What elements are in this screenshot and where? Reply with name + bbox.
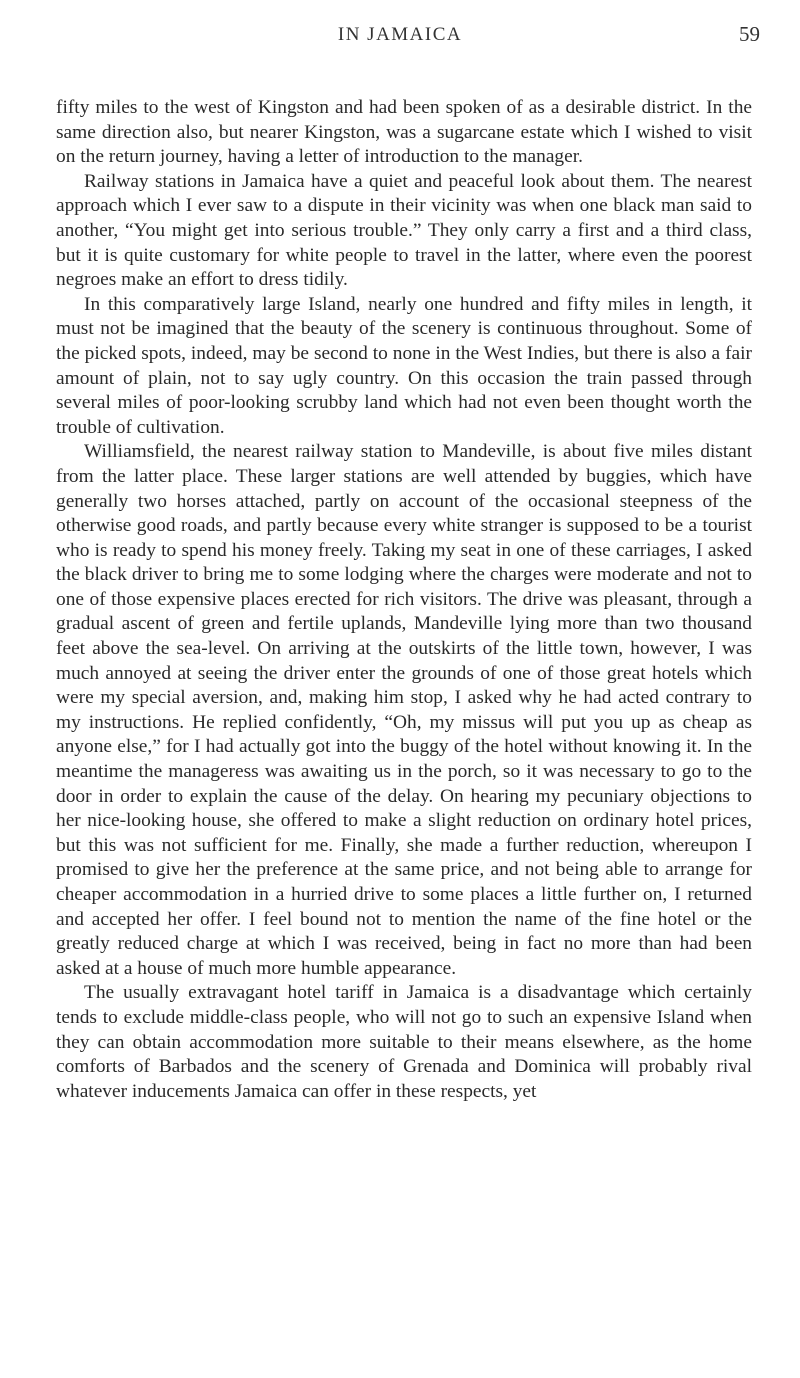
running-header: IN JAMAICA [337, 24, 463, 45]
body-text [56, 96, 752, 1104]
paragraph-hotel-tariff: The usually extravagant hotel tariff in Jamaica is a disadvantage which certainly tends to exclude middle-class people, who will not go to such an expensive Island when they can obtain accommodation more suitable to their means elsewhere, as the home comforts of Barbados and the scenery of Grenada and Dominica will probably rival whatever inducements Jamaica can offer in these respects, yet [56, 982, 752, 1102]
page-number: 59 [739, 22, 760, 46]
paragraph-continued: fifty miles to the west of Kingston and had been spoken of as a desirable district. In the same direction also, but nearer Kingston, was a sugarcane estate which I wished to visit on the return journey, having a letter of introduction to the manager. [56, 97, 752, 168]
paragraph-railway-stations: Railway stations in Jamaica have a quiet and peaceful look about them. The nearest approach which I ever saw to a dispute in their vicinity was when one black man said to another, “You might get into serious trouble.” They only carry a first and a third class, but it is quite customary for white people to travel in the latter, where even the poorest negroes make an effort to dress tidily. [56, 170, 752, 291]
paragraph-williamsfield: Williamsfield, the nearest railway station to Mandeville, is about five miles distant from the latter place. These larger stations are well attended by buggies, which have generally two horses attached, partly on account of the occasional steepness of the otherwise good roads, and partly because every white stranger is supposed to be a tourist who is ready to spend his money freely. Taking my seat in one of these carriages, I asked the black driver to bring me to some lodging where the charges were moderate and not to one of those expensive places erected for rich visitors. The drive was pleasant, through a gradual ascent of green and fertile uplands, Mandeville lying more than two thousand feet above the sea-level. On arriving at the outskirts of the little town, however, I was much annoyed at seeing the driver enter the grounds of one of those great hotels which were my special aversion, and, making him stop, I asked why he had acted contrary to my instructions. He replied confidently, “Oh, my missus will put you up as cheap as anyone else,” for I had actually got into the buggy of the hotel without knowing it. In the meantime the manageress was awaiting us in the porch, so it was necessary to go to the door in order to explain the cause of the delay. On hearing my pecuniary objections to her nice-looking house, she offered to make a slight reduction on ordinary hotel prices, but this was not sufficient for me. Finally, she made a further reduction, whereupon I promised to give her the preference at the same price, and not being able to arrange for cheaper accommodation in a hurried drive to some places a little further on, I returned and accepted her offer. I feel bound not to mention the name of the fine hotel or the greatly reduced charge at which I was received, being in fact no more than had been asked at a house of much more humble appearance. [56, 441, 752, 979]
paragraph-island-scenery: In this comparatively large Island, nearly one hundred and fifty miles in length, it must not be imagined that the beauty of the scenery is continuous throughout. Some of the picked spots, indeed, may be second to none in the West Indies, but there is also a fair amount of plain, not to say ugly country. On this occasion the train passed through several miles of poor-looking scrubby land which had not even been thought worth the trouble of cultivation. [56, 293, 752, 438]
